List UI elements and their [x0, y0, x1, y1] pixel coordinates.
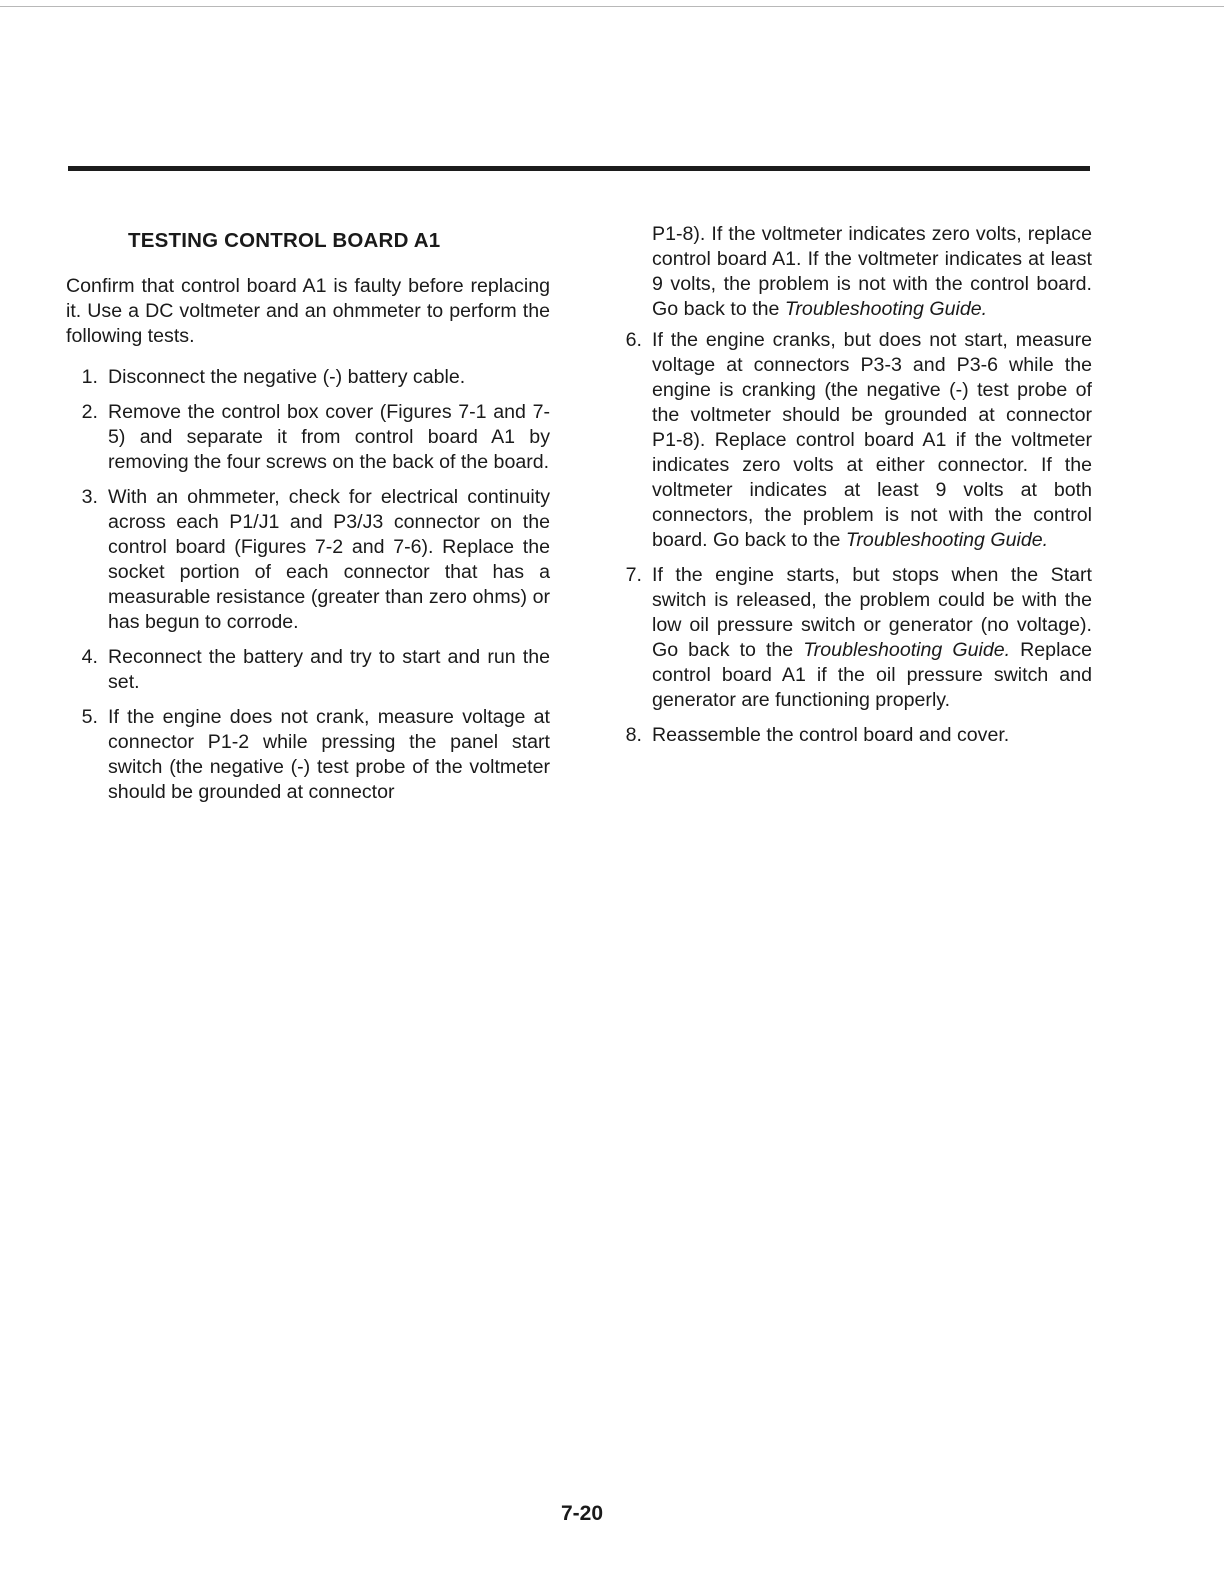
step-body-after: Replace control board A1 if the oil pressure switch and generator are functioning properly.	[652, 639, 1093, 711]
procedure-steps-left	[66, 365, 550, 805]
list-item	[66, 705, 550, 805]
header-rule	[68, 166, 1090, 171]
right-column	[620, 222, 1092, 748]
continuation-text: P1-8). If the voltmeter indicates zero volts, replace control board A1. If the voltmeter indicates at least 9 volts, the problem is not with the control board. Go back to the	[652, 223, 1092, 320]
step-number: 8.	[625, 724, 642, 746]
step-text: Remove the control box cover (Figures 7-1 and 7-5) and separate it from control board A1 by removing the four screws on the back of the board.	[108, 401, 550, 473]
step-body: If the engine starts, but stops when the Start switch is released, the problem could be with the low oil pressure switch or generator (no voltage). Go back to the	[652, 564, 1092, 661]
list-item	[66, 645, 550, 695]
list-item	[620, 723, 1092, 748]
section-title: TESTING CONTROL BOARD A1	[128, 229, 441, 252]
step-number: 5.	[81, 706, 98, 728]
step-text: With an ohmmeter, check for electrical continuity across each P1/J1 and P3/J3 connector on the control board (Figures 7-2 and 7-6). Replace the socket portion of each connector that has a measurable resistance (greater than zero ohms) or has begun to corrode.	[108, 486, 550, 633]
procedure-steps-right	[620, 328, 1092, 748]
step-text: Disconnect the negative (-) battery cable.	[108, 366, 466, 388]
troubleshooting-guide-reference: Troubleshooting Guide.	[784, 298, 988, 320]
troubleshooting-guide-reference: Troubleshooting Guide.	[845, 529, 1049, 551]
step-number: 6.	[625, 329, 642, 351]
step5-continuation	[652, 222, 1092, 322]
list-item	[620, 328, 1092, 553]
step-body: If the engine cranks, but does not start, measure voltage at connectors P3-3 and P3-6 while the engine is cranking (the negative (-) test probe of the voltmeter should be grounded at connector P1-8). Replace control board A1 if the voltmeter indicates zero volts at either connector. If the voltmeter indicates at least 9 volts at both connectors, the problem is not with the control board. Go back to the	[652, 329, 1092, 551]
scan-edge-line	[0, 6, 1224, 7]
step-text: If the engine does not crank, measure voltage at connector P1-2 while pressing the panel start switch (the negative (-) test probe of the voltmeter should be grounded at connector	[108, 706, 550, 803]
step-text: Reassemble the control board and cover.	[652, 724, 1010, 746]
list-item	[66, 485, 550, 635]
page-number: 7-20	[560, 1502, 604, 1525]
step-text: Reconnect the battery and try to start and run the set.	[108, 646, 550, 693]
troubleshooting-guide-reference: Troubleshooting Guide.	[803, 639, 1011, 661]
step-number: 1.	[81, 366, 98, 388]
step-number: 3.	[81, 486, 98, 508]
step-text	[652, 563, 1092, 713]
list-item	[66, 400, 550, 475]
step-number: 2.	[81, 401, 98, 423]
step-number: 4.	[81, 646, 98, 668]
left-column	[66, 222, 550, 805]
step-text	[652, 328, 1092, 553]
step-number: 7.	[625, 564, 642, 586]
list-item	[66, 365, 550, 390]
list-item	[620, 563, 1092, 713]
intro-paragraph: Confirm that control board A1 is faulty before replacing it. Use a DC voltmeter and an ohmmeter to perform the following tests.	[66, 275, 550, 347]
